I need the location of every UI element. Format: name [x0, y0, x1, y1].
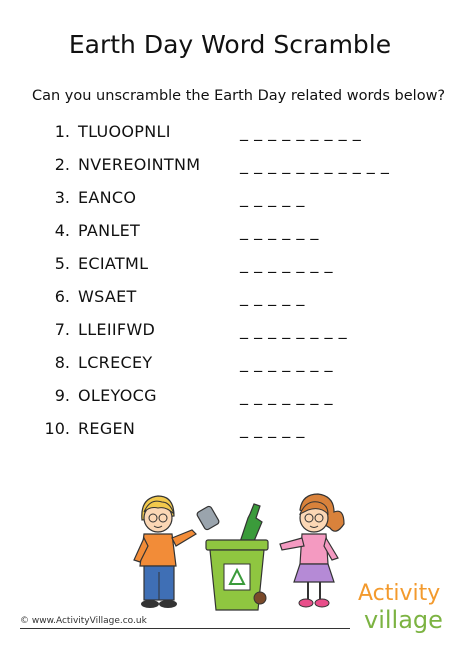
word-number: 4.: [54, 221, 70, 240]
word-number: 2.: [54, 155, 70, 174]
answer-blanks: _ _ _ _ _ _ _: [240, 254, 334, 273]
scrambled-word: WSAET: [78, 287, 137, 306]
boy-figure: [134, 496, 196, 608]
word-row: [0, 254, 460, 287]
scrambled-word: LLEIIFWD: [78, 320, 156, 339]
scrambled-word: REGEN: [78, 419, 136, 438]
word-number: 1.: [54, 122, 70, 141]
logo-text-activity: Activity: [358, 581, 441, 606]
word-row: [0, 419, 460, 452]
answer-blanks: _ _ _ _ _: [240, 287, 305, 306]
word-row: [0, 386, 460, 419]
word-row: [0, 221, 460, 254]
word-number: 8.: [54, 353, 70, 372]
word-list: [0, 122, 460, 452]
word-number: 6.: [54, 287, 70, 306]
scrambled-word: ECIATML: [78, 254, 149, 273]
word-number: 9.: [54, 386, 70, 405]
answer-blanks: _ _ _ _ _ _ _ _: [240, 320, 348, 339]
scrambled-word: OLEYOCG: [78, 386, 157, 405]
recycling-bin-icon: [206, 540, 268, 610]
answer-blanks: _ _ _ _ _ _ _ _ _ _ _: [240, 155, 390, 174]
answer-blanks: _ _ _ _ _ _ _: [240, 386, 334, 405]
word-row: [0, 188, 460, 221]
word-number: 10.: [44, 419, 70, 438]
word-number: 7.: [54, 320, 70, 339]
answer-blanks: _ _ _ _ _ _: [240, 221, 319, 240]
scrambled-word: NVEREOINTNM: [78, 155, 201, 174]
word-row: [0, 122, 460, 155]
answer-blanks: _ _ _ _ _: [240, 188, 305, 207]
girl-figure: [280, 494, 344, 607]
activity-village-logo: [352, 570, 448, 642]
logo-text-village: village: [364, 606, 443, 634]
word-number: 3.: [54, 188, 70, 207]
instructions: Can you unscramble the Earth Day related words below?: [32, 88, 446, 104]
recycling-illustration: [130, 488, 350, 613]
answer-blanks: _ _ _ _ _: [240, 419, 305, 438]
scrambled-word: EANCO: [78, 188, 137, 207]
scrambled-word: LCRECEY: [78, 353, 153, 372]
word-number: 5.: [54, 254, 70, 273]
answer-blanks: _ _ _ _ _ _ _ _ _: [240, 122, 362, 141]
word-row: [0, 287, 460, 320]
word-row: [0, 320, 460, 353]
scrambled-word: TLUOOPNLI: [78, 122, 171, 141]
word-row: [0, 353, 460, 386]
copyright-text: © www.ActivityVillage.co.uk: [20, 616, 147, 626]
word-row: [0, 155, 460, 188]
footer-divider: [20, 628, 350, 629]
can-icon: [196, 505, 220, 530]
page-title: Earth Day Word Scramble: [68, 30, 392, 59]
scrambled-word: PANLET: [78, 221, 141, 240]
answer-blanks: _ _ _ _ _ _ _: [240, 353, 334, 372]
